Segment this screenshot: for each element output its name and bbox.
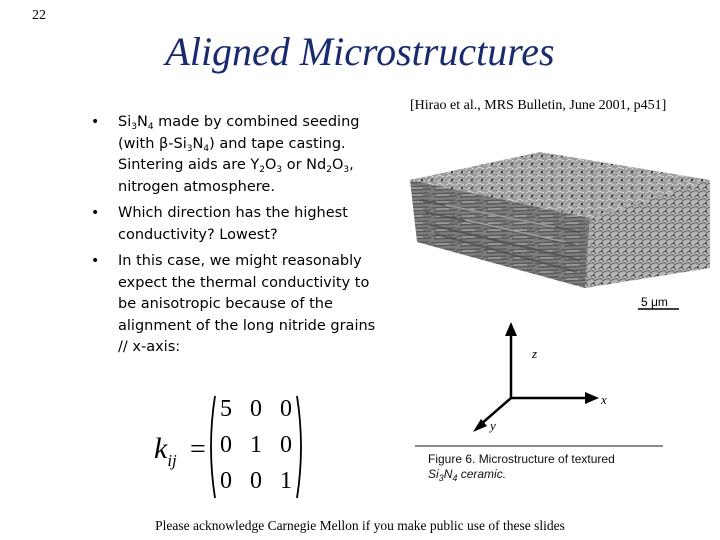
matrix-cell: 0 bbox=[220, 468, 232, 494]
citation: [Hirao et al., MRS Bulletin, June 2001, p451] bbox=[410, 98, 667, 113]
matrix-cell: 1 bbox=[280, 468, 292, 494]
bullet-item: • Which direction has the highest conductivity? Lowest? bbox=[91, 205, 348, 243]
matrix-cell: 0 bbox=[280, 432, 292, 458]
microstructure-figure bbox=[405, 150, 715, 483]
microstructure-image bbox=[405, 150, 715, 483]
axis-z-label: z bbox=[532, 346, 538, 361]
matrix bbox=[206, 394, 306, 500]
figure-caption: Figure 6. Microstructure of textured $Si_3N_4$ ceramic. bbox=[428, 452, 615, 483]
axis-y-label: y bbox=[490, 418, 496, 433]
matrix-cell: 0 bbox=[220, 432, 232, 458]
matrix-cell: 0 bbox=[250, 396, 262, 422]
bullet-item: • In this case, we might reasonably expect the thermal conductivity to be anisotropic because of the alignment of the long nitride grains // x-axis: bbox=[91, 253, 376, 355]
matrix-cell: 0 bbox=[250, 468, 262, 494]
slide-number: 22 bbox=[32, 8, 46, 23]
equals-sign: = bbox=[190, 434, 206, 465]
slide-title: Aligned Microstructures bbox=[165, 29, 555, 74]
footer-note: Please acknowledge Carnegie Mellon if you make public use of these slides bbox=[155, 518, 565, 533]
conductivity-matrix-equation bbox=[150, 392, 310, 504]
matrix-cell: 1 bbox=[250, 432, 262, 458]
bullet-dot-icon: • bbox=[91, 253, 100, 269]
axis-x-label: x bbox=[601, 392, 607, 407]
matrix-cell: 0 bbox=[280, 396, 292, 422]
scale-bar-label: 5 μm bbox=[641, 295, 668, 309]
matrix-symbol: $k_{ij}$ bbox=[154, 432, 177, 470]
bullet-list bbox=[88, 112, 388, 364]
matrix-cell: 5 bbox=[220, 396, 232, 422]
bullet-dot-icon: • bbox=[91, 205, 100, 221]
bullet-dot-icon: • bbox=[91, 114, 100, 130]
bullet-item: • $Si_3N_4$ made by combined seeding (with $\beta-Si_3N_4$) and tape casting. Sintering aids are $Y_2O_3$ or $Nd_2O_3$, nitrogen atmosphere. bbox=[91, 114, 360, 195]
